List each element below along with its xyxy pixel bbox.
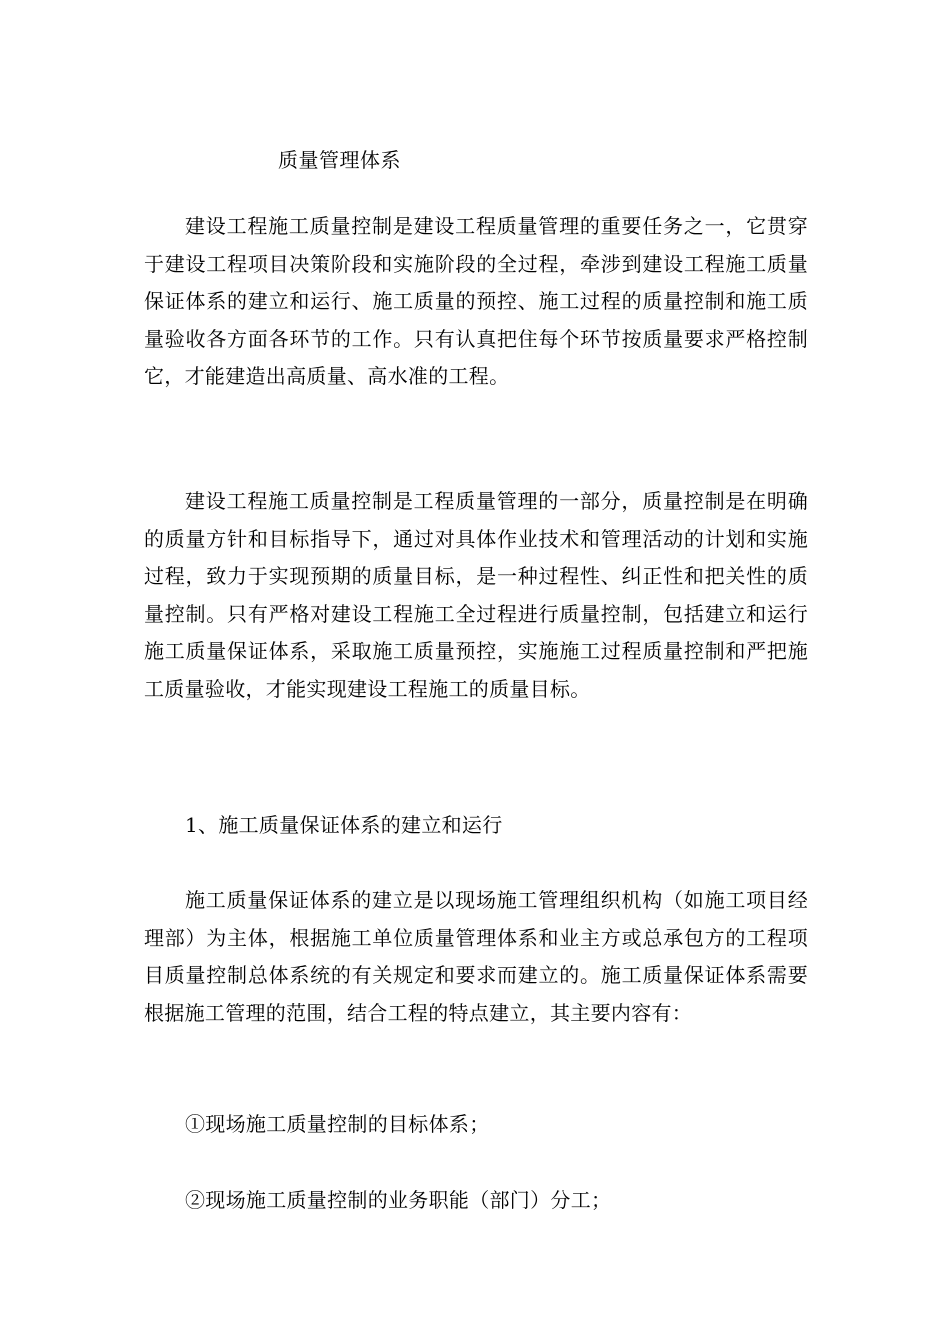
document-title: 质量管理体系 [278,148,401,172]
list-item-1: ①现场施工质量控制的目标体系； [185,1112,490,1136]
section-heading-1: 1、施工质量保证体系的建立和运行 [185,813,503,837]
paragraph-definition: 建设工程施工质量控制是工程质量管理的一部分，质量控制是在明确的质量方针和目标指导下，通过对具体作业技术和管理活动的计划和实施过程，致力于实现预期的质量目标，是一种过程性、纠正性和把关性的质量控制。只有严格对建设工程施工全过程进行质量控制，包括建立和运行施工质量保证体系，采取施工质量预控，实施施工过程质量控制和严把施工质量验收，才能实现建设工程施工的质量目标。 [144,489,808,701]
list-item-2: ②现场施工质量控制的业务职能（部门）分工； [185,1188,612,1212]
paragraph-intro: 建设工程施工质量控制是建设工程质量管理的重要任务之一，它贯穿于建设工程项目决策阶段和实施阶段的全过程，牵涉到建设工程施工质量保证体系的建立和运行、施工质量的预控、施工过程的质量控制和施工质量验收各方面各环节的工作。只有认真把住每个环节按质量要求严格控制它，才能建造出高质量、高水准的工程。 [144,214,808,388]
paragraph-system-setup: 施工质量保证体系的建立是以现场施工管理组织机构（如施工项目经理部）为主体，根据施工单位质量管理体系和业主方或总承包方的工程项目质量控制总体系统的有关规定和要求而建立的。施工质量保证体系需要根据施工管理的范围，结合工程的特点建立，其主要内容有： [144,888,808,1025]
